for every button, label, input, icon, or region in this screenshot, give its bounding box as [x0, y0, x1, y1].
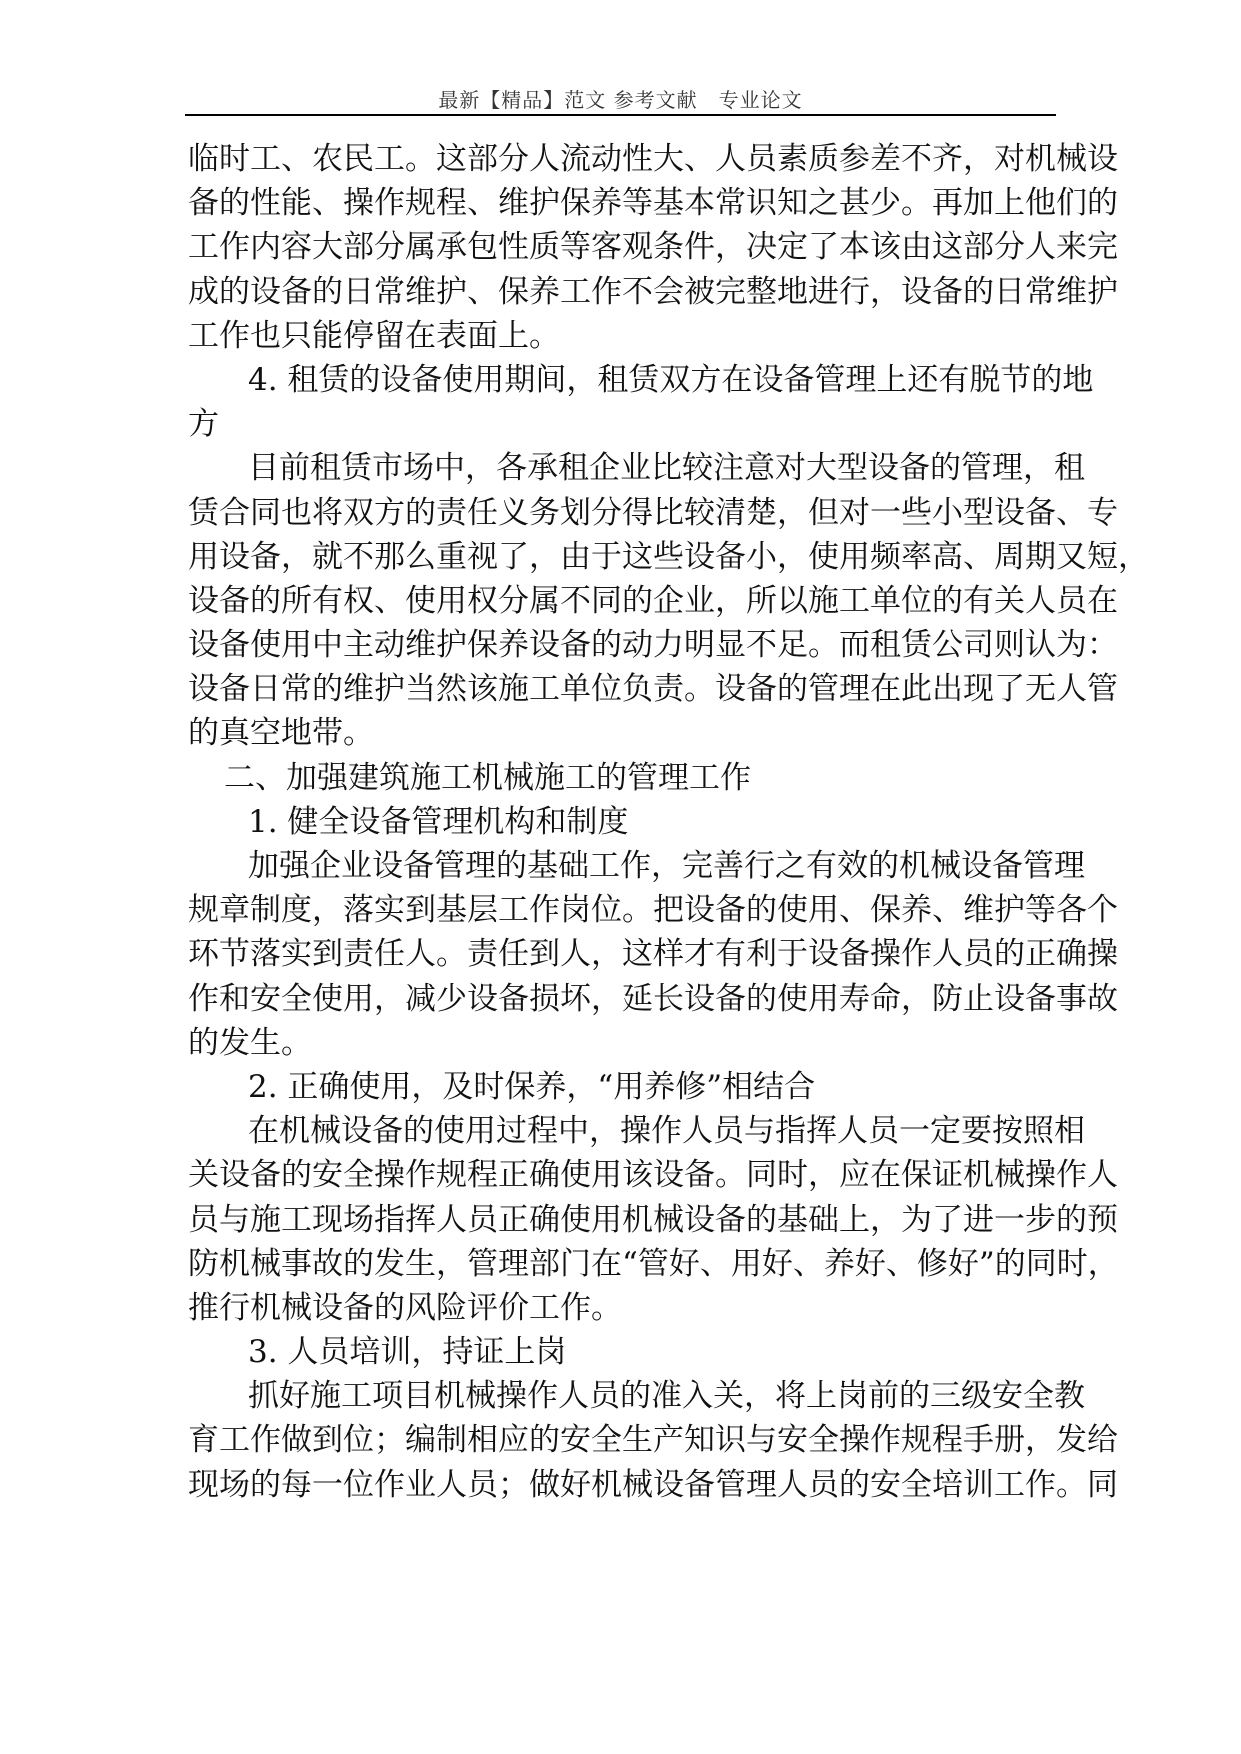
- body-line: 临时工、农民工。这部分人流动性大、人员素质参差不齐，对机械设: [188, 141, 1118, 177]
- page-header: 最新【精品】范文 参考文献 专业论文: [438, 88, 803, 112]
- body-line: 加强企业设备管理的基础工作，完善行之有效的机械设备管理: [248, 848, 1085, 884]
- subsection-heading: 1. 健全设备管理机构和制度: [248, 803, 629, 840]
- body-line: 防机械事故的发生，管理部门在“管好、用好、养好、修好”的同时，: [188, 1245, 1119, 1282]
- body-line: 现场的每一位作业人员；做好机械设备管理人员的安全培训工作。同: [188, 1466, 1118, 1503]
- body-line: 成的设备的日常维护、保养工作不会被完整地进行，设备的日常维护: [188, 273, 1118, 310]
- body-line: 环节落实到责任人。责任到人，这样才有利于设备操作人员的正确操: [188, 936, 1118, 973]
- body-line: 设备的所有权、使用权分属不同的企业，所以施工单位的有关人员在: [188, 582, 1118, 619]
- body-line: 用设备，就不那么重视了，由于这些设备小，使用频率高、周期又短，: [188, 538, 1149, 575]
- body-line: 规章制度，落实到基层工作岗位。把设备的使用、保养、维护等各个: [188, 892, 1118, 929]
- body-line: 抓好施工项目机械操作人员的准入关，将上岗前的三级安全教: [248, 1378, 1085, 1415]
- subsection-heading: 2. 正确使用，及时保养，“用养修”相结合: [248, 1068, 816, 1105]
- body-line: 员与施工现场指挥人员正确使用机械设备的基础上，为了进一步的预: [188, 1201, 1118, 1238]
- body-line: 设备日常的维护当然该施工单位负责。设备的管理在此出现了无人管: [188, 671, 1118, 708]
- body-line: 赁合同也将双方的责任义务划分得比较清楚，但对一些小型设备、专: [188, 494, 1118, 531]
- section-heading: 二、加强建筑施工机械施工的管理工作: [224, 759, 751, 796]
- section-heading-line: 4. 租赁的设备使用期间，租赁双方在设备管理上还有脱节的地: [248, 361, 1094, 398]
- body-line: 推行机械设备的风险评价工作。: [188, 1289, 622, 1326]
- document-body: [188, 137, 1149, 1507]
- subsection-heading: 3. 人员培训，持证上岗: [248, 1334, 567, 1371]
- section-heading-line: 方: [188, 406, 219, 443]
- body-line: 工作也只能停留在表面上。: [188, 317, 560, 354]
- body-line: 作和安全使用，减少设备损坏，延长设备的使用寿命，防止设备事故: [188, 980, 1118, 1017]
- body-line: 育工作做到位；编制相应的安全生产知识与安全操作规程手册，发给: [188, 1422, 1118, 1459]
- body-line: 工作内容大部分属承包性质等客观条件，决定了本该由这部分人来完: [188, 229, 1118, 266]
- body-line: 备的性能、操作规程、维护保养等基本常识知之甚少。再加上他们的: [188, 185, 1118, 222]
- body-line: 目前租赁市场中，各承租企业比较注意对大型设备的管理，租: [248, 450, 1085, 487]
- body-line: 在机械设备的使用过程中，操作人员与指挥人员一定要按照相: [248, 1113, 1085, 1150]
- header-divider: [185, 114, 1056, 116]
- body-line: 设备使用中主动维护保养设备的动力明显不足。而租赁公司则认为：: [188, 627, 1118, 664]
- body-line: 的真空地带。: [188, 715, 374, 752]
- body-line: 的发生。: [188, 1024, 312, 1061]
- body-line: 关设备的安全操作规程正确使用该设备。同时，应在保证机械操作人: [188, 1157, 1118, 1194]
